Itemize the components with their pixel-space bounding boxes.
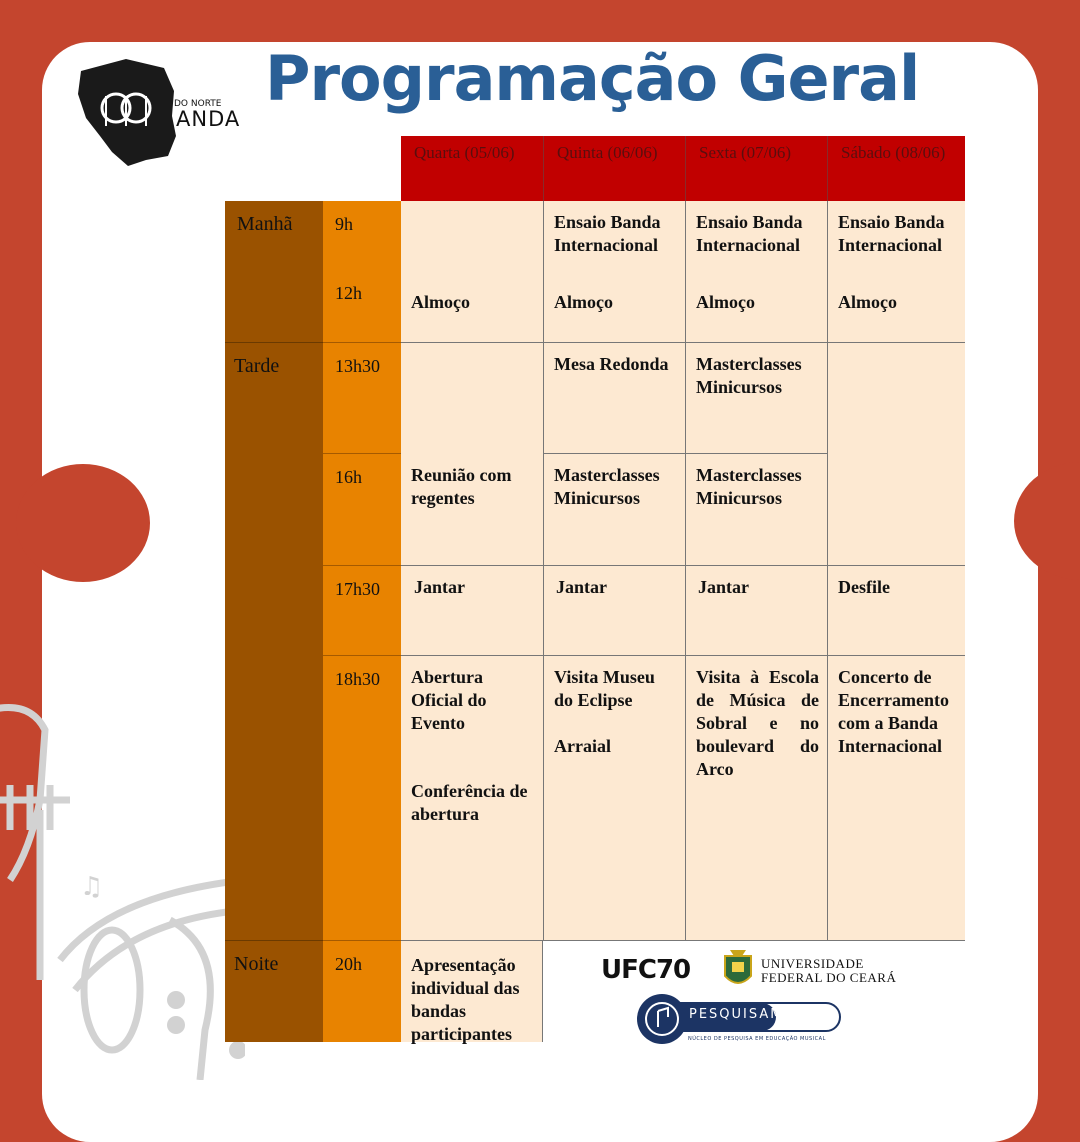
header-quinta: Quinta (06/06)	[544, 136, 686, 201]
pesquisamus-subtitle: NÚCLEO DE PESQUISA EM EDUCAÇÃO MUSICAL	[688, 1036, 826, 1042]
cell-text: Ensaio Banda Internacional	[554, 212, 661, 255]
left-notch	[16, 464, 150, 582]
logo-subtitle: DO NORTE	[174, 99, 222, 109]
cell-sexta-16h: Masterclasses Minicursos	[686, 454, 828, 566]
cell-quarta-13h30	[401, 343, 544, 454]
cell-text: Ensaio Banda Internacional	[696, 212, 803, 255]
cell-sexta-17h30: Jantar	[686, 566, 828, 656]
time-label: 12h	[335, 283, 362, 303]
cell-sabado-manha	[828, 201, 965, 343]
period-manha: Manhã	[225, 201, 323, 343]
ufc-crest-icon	[722, 950, 754, 992]
period-tarde: Tarde	[225, 343, 323, 941]
period-noite: Noite	[225, 941, 323, 1042]
ufc-name-line1: UNIVERSIDADE	[761, 956, 864, 971]
cell-text: Almoço	[554, 292, 613, 312]
time-9h	[323, 201, 401, 343]
cell-text: Almoço	[411, 292, 470, 312]
ufc-name-line2: FEDERAL DO CEARÁ	[761, 970, 897, 985]
cell-quarta-17h30: Jantar	[401, 566, 544, 656]
cell-sexta-18h30: Visita à Escola de Música de Sobral e no boulevard do Arco	[686, 656, 828, 941]
cell-quarta-18h30	[401, 656, 544, 941]
cell-text: Ensaio Banda Internacional	[838, 212, 945, 255]
cell-text: Abertura Oficial do Evento	[411, 667, 487, 733]
cell-text: Visita Museu do Eclipse	[554, 667, 655, 710]
cell-quarta-manha	[401, 201, 544, 343]
cell-quinta-17h30: Jantar	[544, 566, 686, 656]
time-17h30: 17h30	[323, 566, 401, 656]
cell-quarta-20h: Apresentação individual das bandas participantes	[401, 941, 543, 1042]
cell-sabado-tarde	[828, 343, 965, 566]
cell-quinta-16h: Masterclasses Minicursos	[544, 454, 686, 566]
cell-quinta-manha	[544, 201, 686, 343]
cell-text: Almoço	[838, 292, 897, 312]
time-18h30: 18h30	[323, 656, 401, 941]
right-notch	[1014, 462, 1080, 580]
header-sexta: Sexta (07/06)	[686, 136, 828, 201]
cell-sabado-18h30: Concerto de Encerramento com a Banda Internacional	[828, 656, 965, 941]
cell-text: Conferência de abertura	[411, 781, 528, 824]
instruments-illustration	[0, 690, 245, 1080]
cell-sexta-manha	[686, 201, 828, 343]
time-13h30: 13h30	[323, 343, 401, 454]
time-20h: 20h	[323, 941, 401, 1042]
page-title: Programação Geral	[265, 42, 920, 115]
cell-quinta-18h30	[544, 656, 686, 941]
time-16h: 16h	[323, 454, 401, 566]
svg-text:♫: ♫	[80, 872, 104, 902]
cell-quarta-16h: Reunião com regentes	[401, 454, 544, 566]
ufc-name	[761, 957, 896, 985]
header-sabado: Sábado (08/06)	[828, 136, 965, 201]
time-label: 9h	[335, 214, 353, 234]
ufc70-logo: UFC70	[601, 955, 691, 985]
cell-text: Arraial	[554, 736, 611, 756]
cell-sabado-17h30: Desfile	[828, 566, 965, 656]
logo-name: ANDA	[176, 107, 241, 131]
cell-quinta-13h30: Mesa Redonda	[544, 343, 686, 454]
pesquisamus-name	[689, 1007, 805, 1022]
pesquisamus-text: PESQUISAMUS	[689, 1007, 806, 1022]
header-quarta: Quarta (05/06)	[401, 136, 544, 201]
cell-sexta-13h30: Masterclasses Minicursos	[686, 343, 828, 454]
cell-text: Almoço	[696, 292, 755, 312]
